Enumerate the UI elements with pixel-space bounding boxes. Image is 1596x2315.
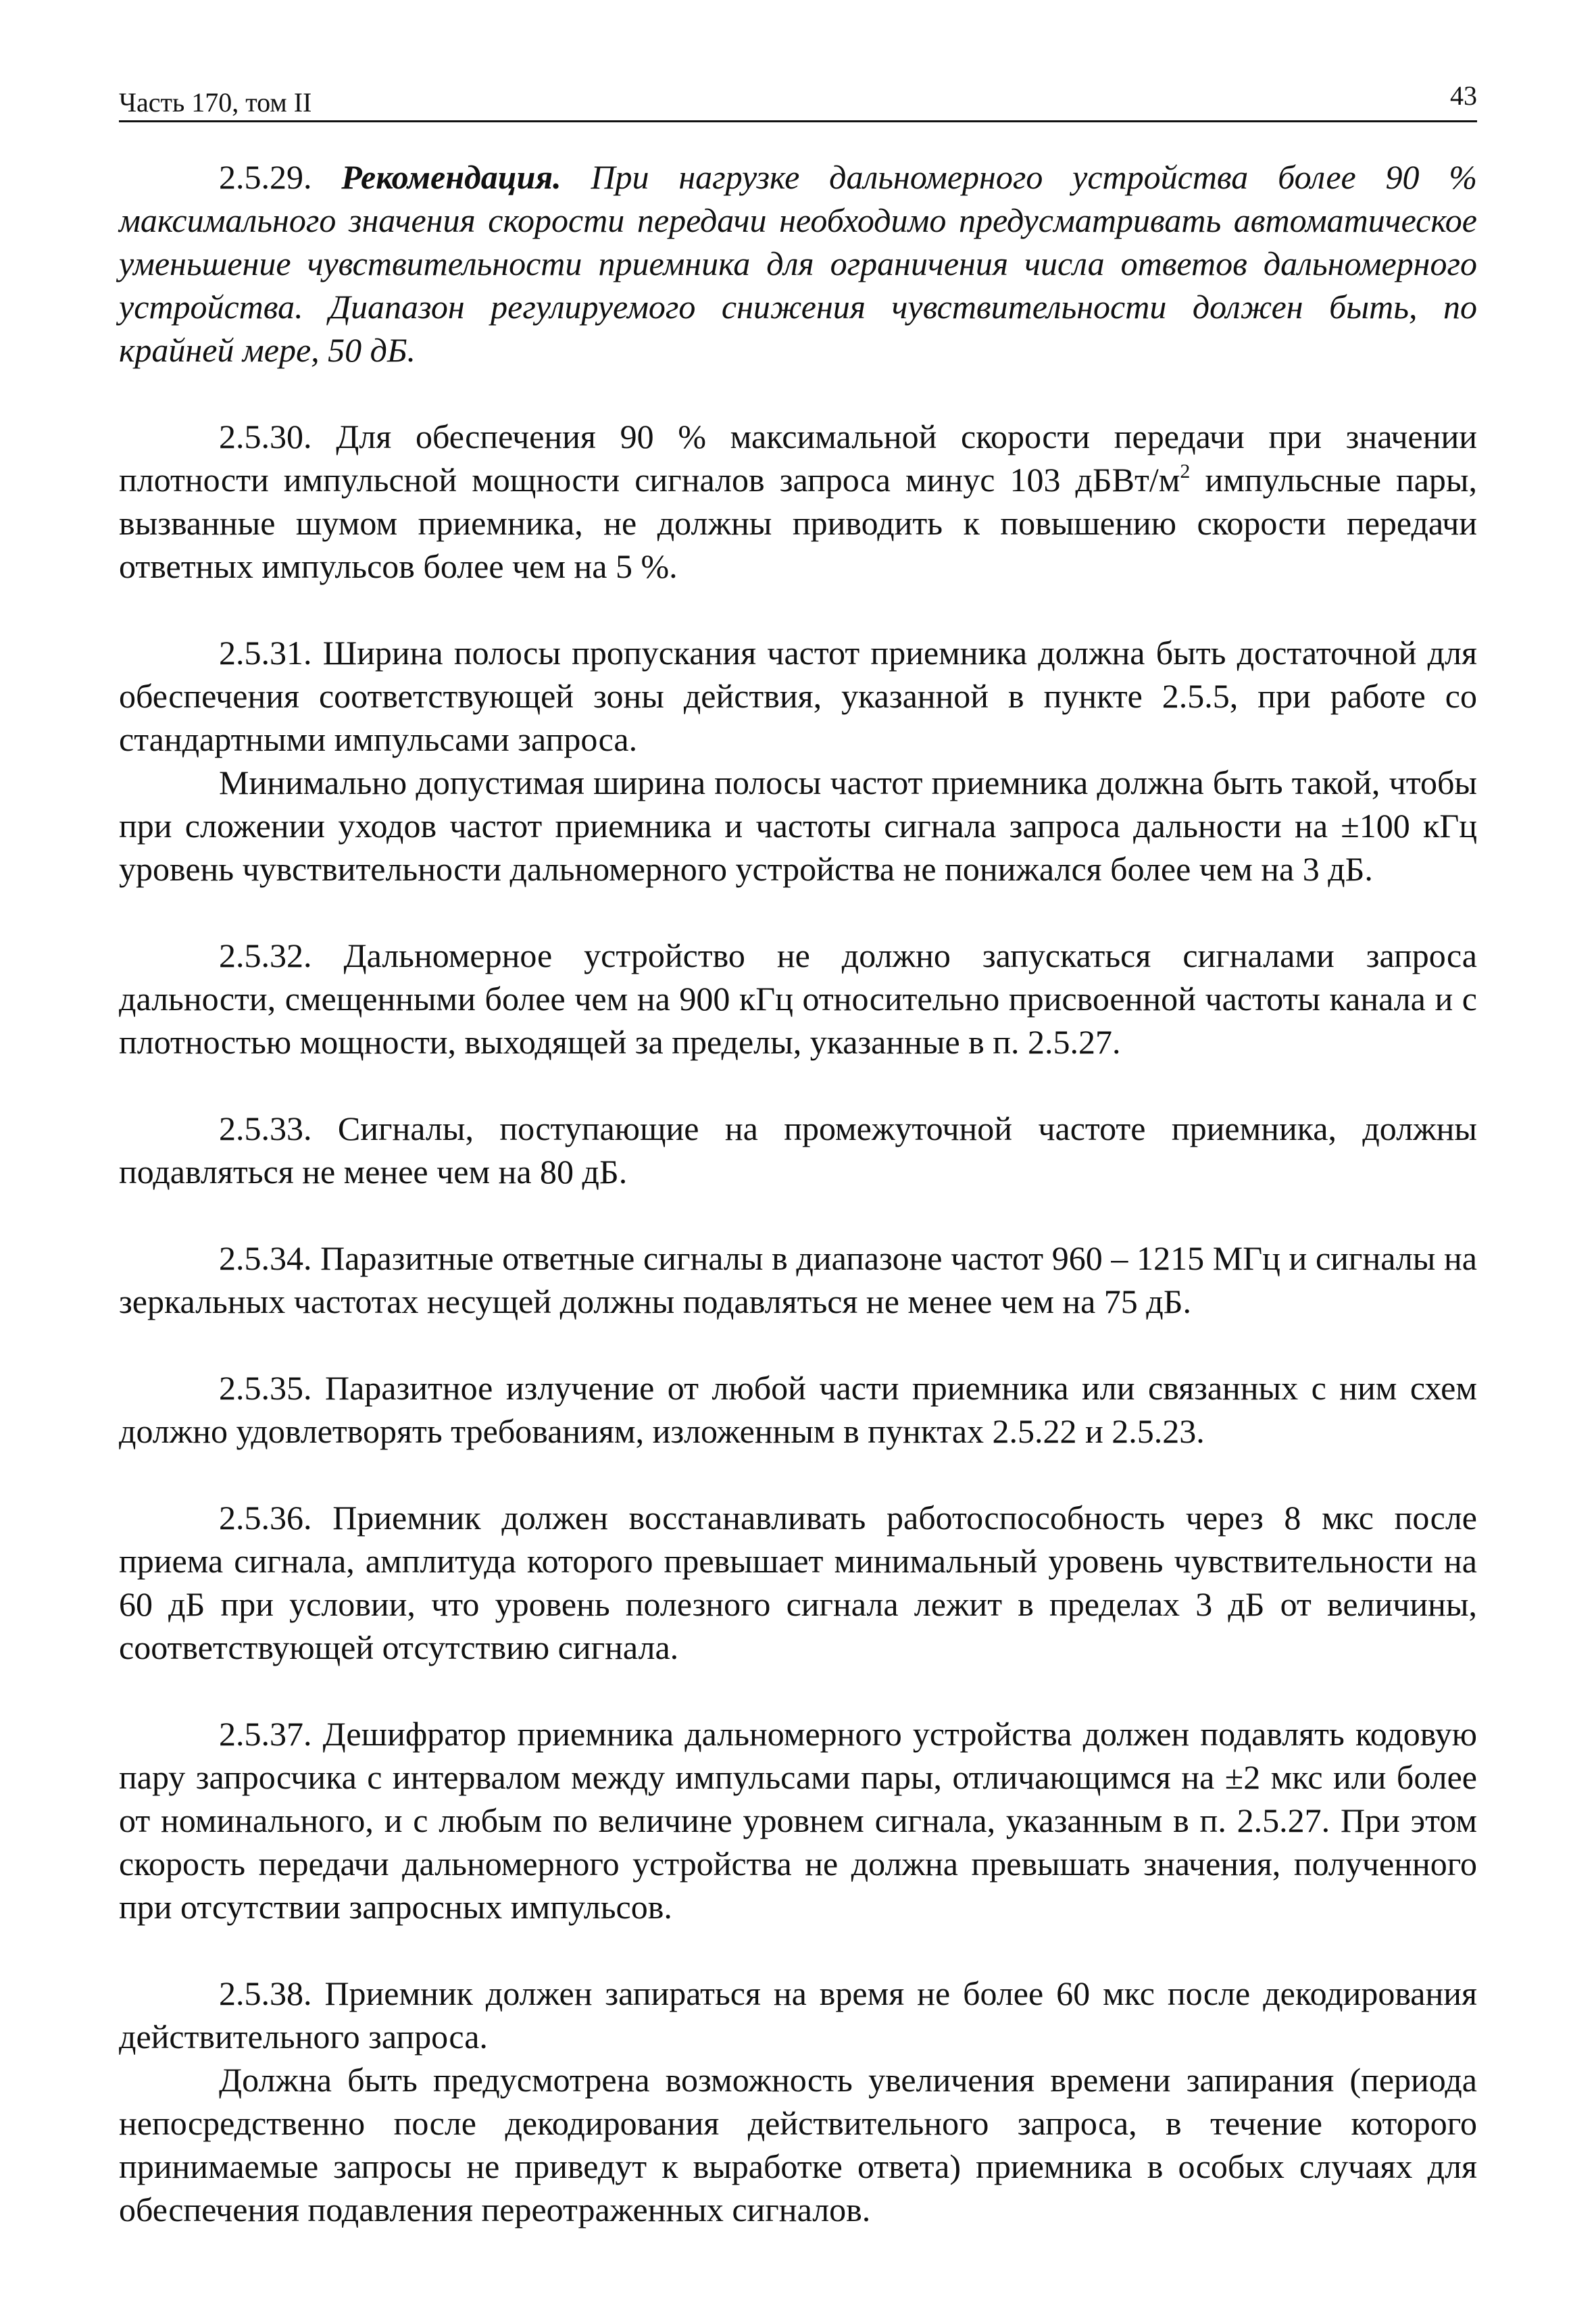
paragraph: 2.5.37. Дешифратор приемника дальномерного устройства должен подавлять кодовую пару запросчика с интервалом между импульсами пары, отличающимся на ±2 мкс или более от номинального, и с любым по величине уровнем сигнала, указанным в п. 2.5.27. При этом скорость передачи дальномерного устройства не должна превышать значения, полученного при отсутствии запросных импульсов. <box>119 1715 1477 1926</box>
section-2-5-35 <box>119 1366 1477 1453</box>
paragraph: Должна быть предусмотрена возможность увеличения времени запирания (периода непосредственно после декодирования действительного запроса, в течение которого принимаемые запросы не приведут к выработке ответа) приемника в особых случаях для обеспечения подавления переотраженных сигналов. <box>119 2061 1477 2229</box>
section-2-5-33 <box>119 1107 1477 1193</box>
paragraph: 2.5.33. Сигналы, поступающие на промежуточной частоте приемника, должны подавляться не менее чем на 80 дБ. <box>119 1110 1477 1191</box>
superscript: 2 <box>1180 460 1191 482</box>
paragraph: 2.5.31. Ширина полосы пропускания частот приемника должна быть достаточной для обеспечения соответствующей зоны действия, указанной в пункте 2.5.5, при работе со стандартными импульсами запроса. <box>119 634 1477 758</box>
header-title: Часть 170, том II <box>119 87 312 118</box>
paragraph: 2.5.38. Приемник должен запираться на время не более 60 мкс после декодирования действительного запроса. <box>119 1974 1477 2056</box>
section-2-5-36 <box>119 1496 1477 1669</box>
page-number: 43 <box>1450 80 1477 111</box>
section-2-5-38 <box>119 1972 1477 2231</box>
paragraph <box>119 415 1477 588</box>
section-2-5-29 <box>119 155 1477 372</box>
section-2-5-37 <box>119 1712 1477 1928</box>
page-body <box>119 155 1477 2274</box>
paragraph: Минимально допустимая ширина полосы частот приемника должна быть такой, чтобы при сложении уходов частот приемника и частоты сигнала запроса дальности на ±100 кГц уровень чувствительности дальномерного устройства не понижался более чем на 3 дБ. <box>119 764 1477 888</box>
section-2-5-30 <box>119 415 1477 588</box>
paragraph: 2.5.36. Приемник должен восстанавливать работоспособность через 8 мкс после приема сигнала, амплитуда которого превышает минимальный уровень чувствительности на 60 дБ при условии, что уровень полезного сигнала лежит в пределах 3 дБ от величины, соответствующей отсутствию сигнала. <box>119 1499 1477 1666</box>
paragraph-text: 2.5.30. Для обеспечения 90 % максимальной скорости передачи при значении плотности импульсной мощности сигналов запроса минус 103 дБВт/м <box>119 418 1477 499</box>
paragraph: 2.5.35. Паразитное излучение от любой части приемника или связанных с ним схем должно удовлетворять требованиям, изложенным в пунктах 2.5.22 и 2.5.23. <box>119 1369 1477 1450</box>
recommendation-text: При нагрузке дальномерного устройства более 90 % максимального значения скорости передачи необходимо предусматривать автоматическое уменьшение чувствительности приемника для ограничения числа ответов дальномерного устройства. Диапазон регулируемого снижения чувствительности должен быть, по крайней мере, 50 дБ. <box>119 158 1477 369</box>
section-2-5-34 <box>119 1237 1477 1323</box>
clause-number: 2.5.29. <box>219 158 342 196</box>
section-2-5-31 <box>119 631 1477 891</box>
section-2-5-32 <box>119 934 1477 1064</box>
running-header <box>119 80 1477 122</box>
paragraph: 2.5.32. Дальномерное устройство не должно запускаться сигналами запроса дальности, смещенными более чем на 900 кГц относительно присвоенной частоты канала и с плотностью мощности, выходящей за пределы, указанные в п. 2.5.27. <box>119 937 1477 1061</box>
paragraph-text: импульсные пары, вызванные шумом приемника, не должны приводить к повышению скорости передачи ответных импульсов более чем на 5 %. <box>119 461 1477 585</box>
paragraph: 2.5.34. Паразитные ответные сигналы в диапазоне частот 960 – 1215 МГц и сигналы на зеркальных частотах несущей должны подавляться не менее чем на 75 дБ. <box>119 1239 1477 1320</box>
paragraph <box>119 155 1477 372</box>
recommendation-label: Рекомендация. <box>341 158 562 196</box>
